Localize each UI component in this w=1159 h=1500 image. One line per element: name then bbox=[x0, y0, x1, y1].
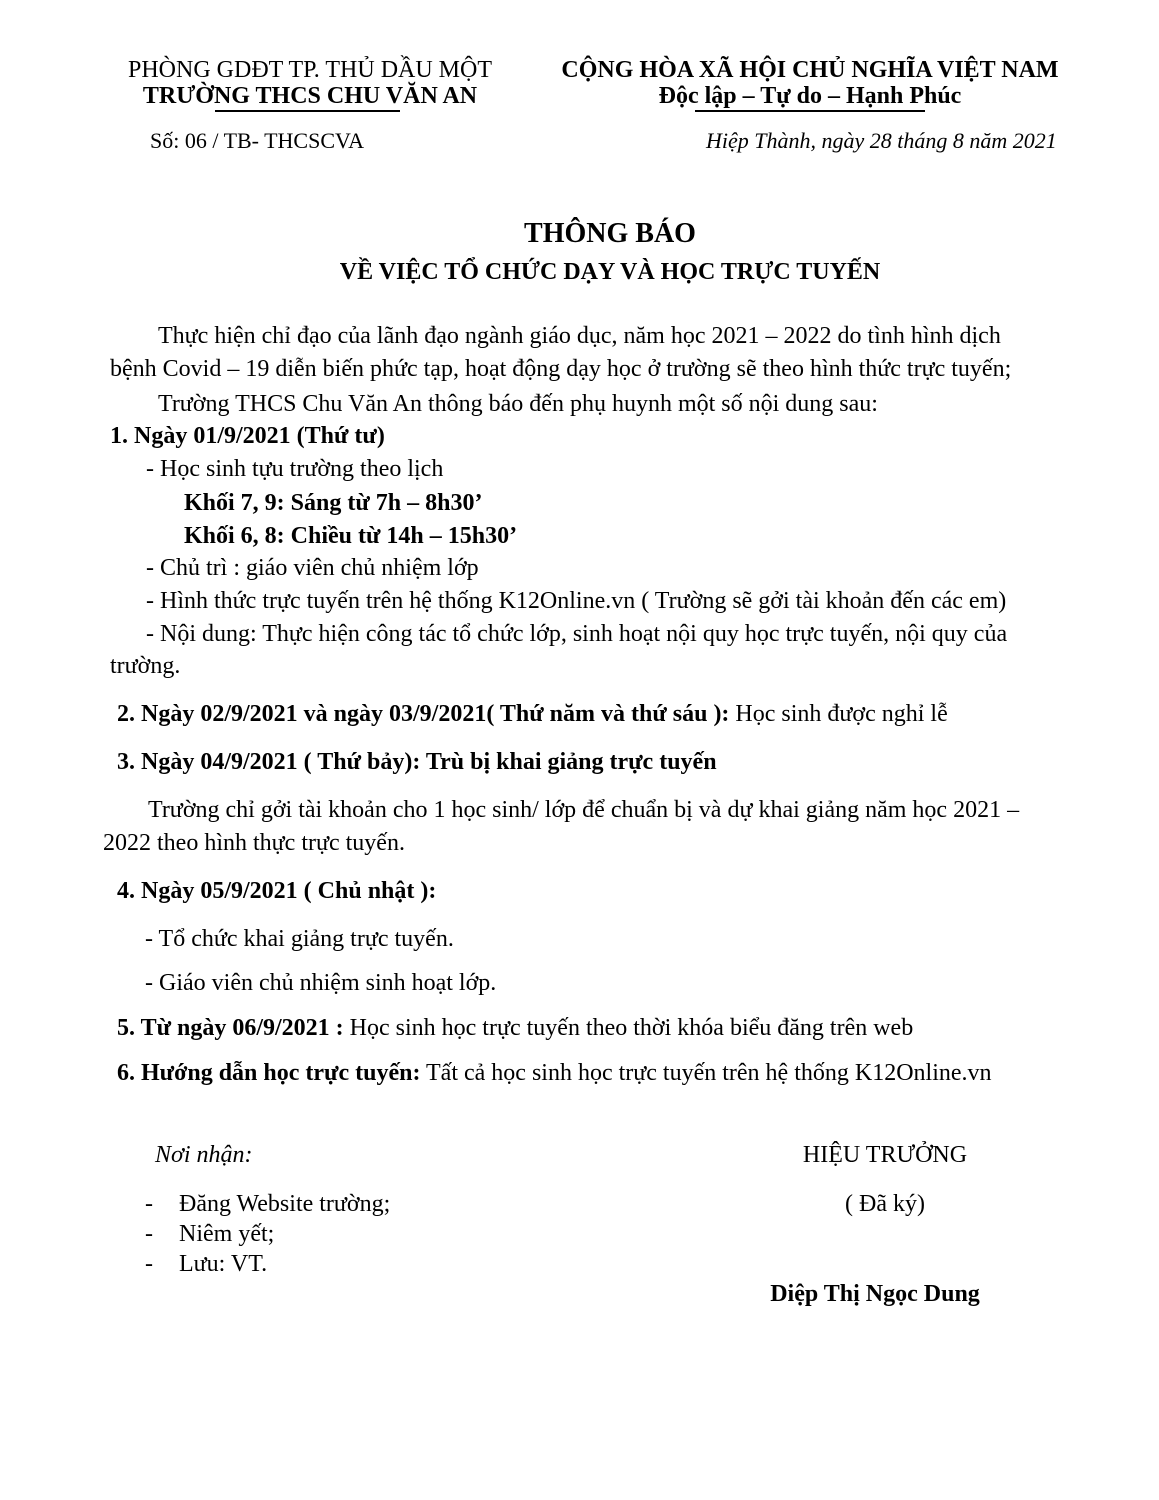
section-3-line-1: Trường chỉ gởi tài khoản cho 1 học sinh/ lớp để chuẩn bị và dự khai giảng năm học 2021 – bbox=[148, 797, 1020, 823]
national-motto: Độc lập – Tự do – Hạnh Phúc bbox=[658, 83, 962, 109]
section-2 bbox=[117, 702, 948, 726]
place-and-date: Hiệp Thành, ngày 28 tháng 8 năm 2021 bbox=[706, 128, 1057, 153]
section-4-heading: 4. Ngày 05/9/2021 ( Chủ nhật ): bbox=[117, 878, 437, 904]
signed-note: ( Đã ký) bbox=[845, 1191, 925, 1217]
section-1-content-line-2: trường. bbox=[110, 653, 181, 679]
section-4-item-2: - Giáo viên chủ nhiệm sinh hoạt lớp. bbox=[145, 970, 497, 996]
signer-name: Diệp Thị Ngọc Dung bbox=[770, 1281, 980, 1307]
section-1-host: - Chủ trì : giáo viên chủ nhiệm lớp bbox=[146, 555, 479, 581]
section-3-heading: 3. Ngày 04/9/2021 ( Thứ bảy): Trù bị khai giảng trực tuyến bbox=[117, 749, 717, 775]
intro-line-2: bệnh Covid – 19 diễn biến phức tạp, hoạt động dạy học ở trường sẽ theo hình thức trực tuyến; bbox=[110, 356, 1012, 382]
section-1-schedule-grades-6-8: Khối 6, 8: Chiều từ 14h – 15h30’ bbox=[184, 523, 518, 549]
document-number: Số: 06 / TB- THCSCVA bbox=[150, 128, 364, 153]
section-6-heading: 6. Hướng dẫn học trực tuyến: bbox=[117, 1060, 421, 1086]
recipient-item: - Niêm yết; bbox=[145, 1221, 275, 1247]
document-subtitle: VỀ VIỆC TỔ CHỨC DẠY VÀ HỌC TRỰC TUYẾN bbox=[339, 259, 881, 285]
school-name: TRƯỜNG THCS CHU VĂN AN bbox=[142, 83, 478, 109]
recipient-item: - Đăng Website trường; bbox=[145, 1191, 391, 1217]
issuing-office: PHÒNG GDĐT TP. THỦ DẦU MỘT bbox=[127, 57, 493, 83]
section-1-form: - Hình thức trực tuyến trên hệ thống K12Online.vn ( Trường sẽ gởi tài khoản đến các em) bbox=[146, 588, 1007, 614]
national-title: CỘNG HÒA XÃ HỘI CHỦ NGHĨA VIỆT NAM bbox=[561, 57, 1059, 83]
section-1-schedule-intro: - Học sinh tựu trường theo lịch bbox=[146, 456, 444, 482]
recipient-item: - Lưu: VT. bbox=[145, 1251, 268, 1277]
intro-line-3: Trường THCS Chu Văn An thông báo đến phụ huynh một số nội dung sau: bbox=[158, 391, 878, 417]
signer-title: HIỆU TRƯỞNG bbox=[802, 1142, 968, 1168]
section-1-heading: 1. Ngày 01/9/2021 (Thứ tư) bbox=[110, 423, 385, 449]
document-title: THÔNG BÁO bbox=[524, 218, 696, 249]
section-2-heading: 2. Ngày 02/9/2021 và ngày 03/9/2021( Thứ năm và thứ sáu ): bbox=[117, 701, 730, 727]
section-5 bbox=[117, 1016, 913, 1040]
recipients-label: Nơi nhận: bbox=[155, 1142, 253, 1168]
section-2-text: Học sinh được nghỉ lễ bbox=[729, 701, 948, 727]
section-5-text: Học sinh học trực tuyến theo thời khóa biểu đăng trên web bbox=[343, 1015, 914, 1041]
section-1-content-line-1: - Nội dung: Thực hiện công tác tổ chức lớp, sinh hoạt nội quy học trực tuyến, nội quy của bbox=[146, 621, 1008, 647]
section-6-text: Tất cả học sinh học trực tuyến trên hệ thống K12Online.vn bbox=[420, 1060, 992, 1086]
section-6 bbox=[117, 1061, 992, 1085]
section-4-item-1: - Tổ chức khai giảng trực tuyến. bbox=[145, 926, 454, 952]
national-motto-underline bbox=[695, 110, 925, 112]
intro-line-1: Thực hiện chỉ đạo của lãnh đạo ngành giáo dục, năm học 2021 – 2022 do tình hình dịch bbox=[158, 323, 1001, 349]
section-5-heading: 5. Từ ngày 06/9/2021 : bbox=[117, 1015, 344, 1041]
section-3-line-2: 2022 theo hình thực trực tuyến. bbox=[103, 830, 405, 856]
school-name-underline bbox=[215, 110, 400, 112]
section-1-schedule-grades-7-9: Khối 7, 9: Sáng từ 7h – 8h30’ bbox=[184, 490, 483, 516]
